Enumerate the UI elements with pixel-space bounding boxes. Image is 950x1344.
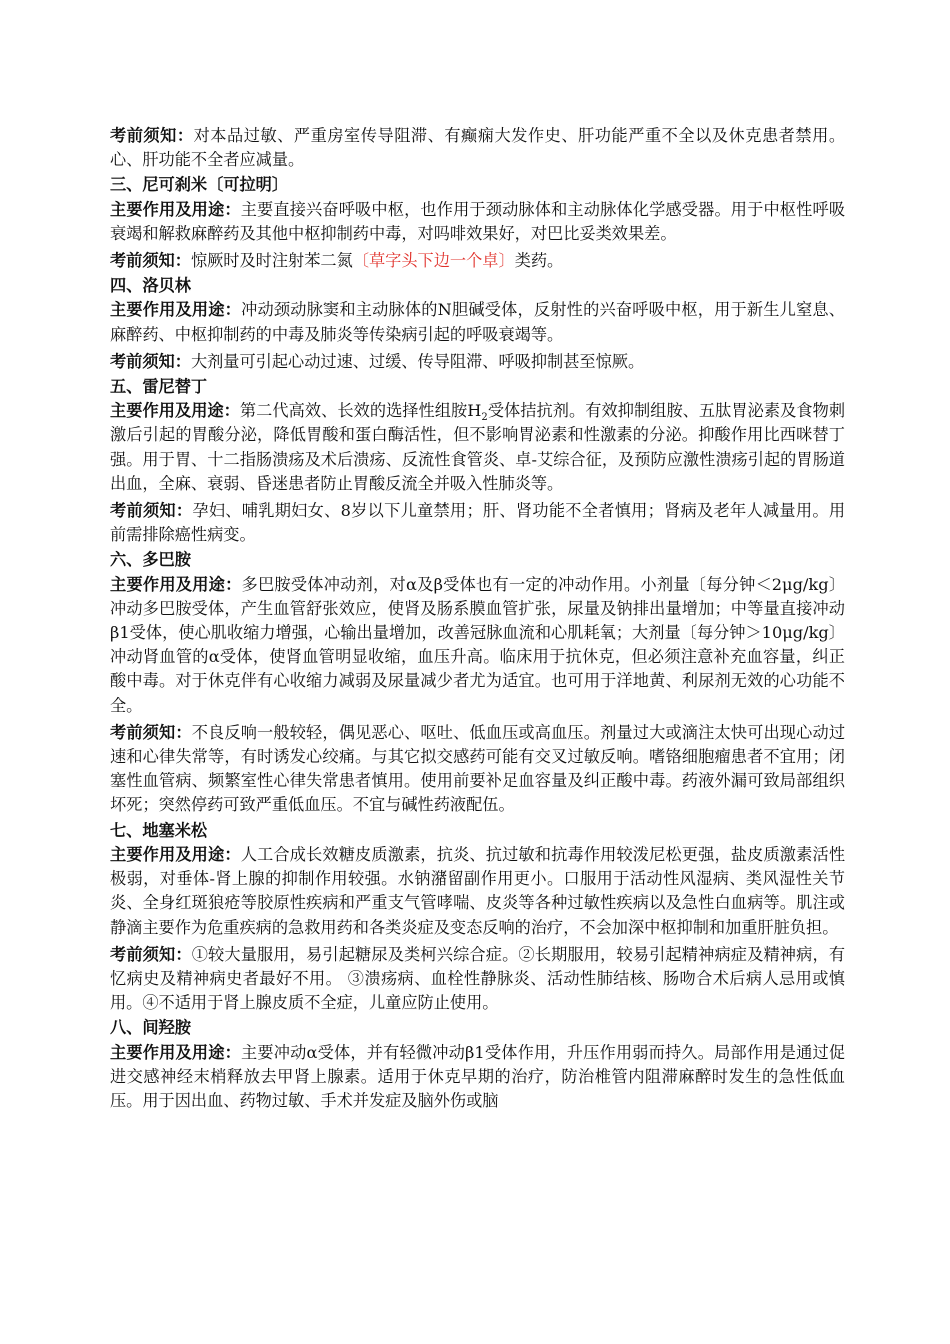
main-use-paragraph	[110, 198, 845, 246]
main-use-label: 主要作用及用途：	[110, 574, 242, 594]
caution-paragraph	[110, 499, 845, 547]
caution-text: 孕妇、哺乳期妇女、8岁以下儿童禁用；肝、肾功能不全者慎用；肾病及老年人减量用。用前需排除癌性病变。	[110, 501, 846, 545]
caution-text: 不良反响一般较轻，偶见恶心、呕吐、低血压或高血压。剂量过大或滴注太快可出现心动过速和心律失常等，有时诱发心绞痛。与其它拟交感药可能有交叉过敏反响。嗜铬细胞瘤患者不宜用；闭塞性血管病、频繁室性心律失常患者慎用。使用前要补足血容量及纠正酸中毒。药液外漏可致局部组织坏死；突然停药可致严重低血压。不宜与碱性药液配伍。	[110, 722, 846, 815]
caution-paragraph	[110, 721, 845, 818]
main-use-label: 主要作用及用途：	[110, 199, 241, 219]
caution-label: 考前须知：	[110, 251, 191, 271]
main-use-label: 主要作用及用途：	[110, 300, 242, 320]
caution-text-end: 类药。	[514, 251, 564, 271]
section-heading-nikethamide: 三、尼可刹米〔可拉明〕	[110, 175, 289, 195]
main-use-paragraph	[110, 843, 845, 940]
main-use-text: 第二代高效、长效的选择性组胺H	[239, 401, 482, 421]
section-heading-dopamine: 六、多巴胺	[110, 550, 191, 570]
caution-text: 大剂量可引起心动过速、过缓、传导阻滞、呼吸抑制甚至惊厥。	[190, 351, 645, 371]
caution-text: 对本品过敏、严重房室传导阻滞、有癫痫大发作史、肝功能严重不全以及休克患者禁用。心、肝功能不全者应减量。	[110, 126, 846, 170]
section-heading-lobeline: 四、洛贝林	[110, 276, 191, 296]
main-use-text: 人工合成长效糖皮质激素，抗炎、抗过敏和抗毒作用较泼尼松更强，盐皮质激素活性极弱，对垂体-肾上腺的抑制作用较强。水钠潴留副作用更小。口服用于活动性风湿病、类风湿性关节炎、全身红斑狼疮等胶原性疾病和严重支气管哮喘、皮炎等各种过敏性疾病以及急性白血病等。肌注或静滴主要作为危重疾病的急救用药和各类炎症及变态反响的治疗，不会加深中枢抑制和加重肝脏负担。	[110, 844, 846, 937]
main-use-label: 主要作用及用途：	[110, 1042, 242, 1062]
caution-paragraph	[110, 350, 845, 374]
main-use-paragraph	[110, 1041, 845, 1114]
prev-caution-paragraph	[110, 124, 845, 172]
main-use-paragraph	[110, 399, 845, 496]
main-use-text: 主要直接兴奋呼吸中枢，也作用于颈动脉体和主动脉体化学感受器。用于中枢性呼吸衰竭和解救麻醉药及其他中枢抑制药中毒，对吗啡效果好，对巴比妥类效果差。	[110, 199, 846, 243]
caution-text: ①较大量服用，易引起糖尿及类柯兴综合症。②长期服用，较易引起精神病症及精神病，有忆病史及精神病史者最好不用。 ③溃疡病、血栓性静脉炎、活动性肺结核、肠吻合术后病人忌用或慎用。④不适用于肾上腺皮质不全症，儿童应防止使用。	[110, 944, 846, 1013]
document-page	[110, 124, 845, 1113]
red-annotation: 〔草字头下边一个卓〕	[352, 251, 515, 271]
caution-label: 考前须知：	[110, 944, 192, 964]
main-use-text-cont: 受体拮抗剂。有效抑制组胺、五肽胃泌素及食物刺激后引起的胃酸分泌，降低胃酸和蛋白酶活性，但不影响胃泌素和性激素的分泌。抑酸作用比西咪替丁强。用于胃、十二指肠溃疡及术后溃疡、反流性食管炎、卓-艾综合征，及预防应激性溃疡引起的胃肠道出血，全麻、衰弱、昏迷患者防止胃酸反流全并吸入性肺炎等。	[110, 401, 846, 493]
main-use-paragraph	[110, 573, 845, 718]
section-heading-metaraminol: 八、间羟胺	[110, 1018, 191, 1038]
section-heading-dexamethasone: 七、地塞米松	[110, 820, 208, 840]
main-use-paragraph	[110, 298, 845, 346]
main-use-label: 主要作用及用途：	[110, 844, 241, 864]
main-use-text: 主要冲动α受体，并有轻微冲动β1受体作用，升压作用弱而持久。局部作用是通过促进交感神经末梢释放去甲肾上腺素。适用于休克早期的治疗，防治椎管内阻滞麻醉时发生的急性低血压。用于因出血、药物过敏、手术并发症及脑外伤或脑	[110, 1042, 846, 1110]
section-heading-ranitidine: 五、雷尼替丁	[110, 377, 208, 397]
main-use-label: 主要作用及用途：	[110, 401, 240, 421]
main-use-text: 冲动颈动脉窦和主动脉体的N胆碱受体，反射性的兴奋呼吸中枢，用于新生儿窒息、麻醉药、中枢抑制药的中毒及肺炎等传染病引起的呼吸衰竭等。	[110, 300, 845, 344]
main-use-text: 多巴胺受体冲动剂，对α及β受体也有一定的冲动作用。小剂量〔每分钟＜2μg/kg〕冲动多巴胺受体，产生血管舒张效应，使肾及肠系膜血管扩张，尿量及钠排出量增加；中等量直接冲动β1受体，使心肌收缩力增强，心输出量增加，改善冠脉血流和心肌耗氧；大剂量〔每分钟＞10μg/kg〕冲动肾血管的α受体，使肾血管明显收缩，血压升高。临床用于抗休克，但必须注意补充血容量，纠正酸中毒。对于休克伴有心收缩力减弱及尿量减少者尤为适宜。也可用于洋地黄、利尿剂无效的心功能不全。	[110, 574, 846, 715]
caution-label: 考前须知：	[110, 722, 192, 742]
caution-text: 惊厥时及时注射苯二氮	[190, 251, 353, 271]
caution-label: 考前须知：	[110, 501, 193, 521]
caution-paragraph	[110, 943, 845, 1016]
caution-paragraph	[110, 249, 845, 273]
caution-label: 考前须知：	[110, 351, 191, 371]
subscript-2: 2	[481, 412, 488, 424]
caution-label: 考前须知：	[110, 126, 194, 145]
